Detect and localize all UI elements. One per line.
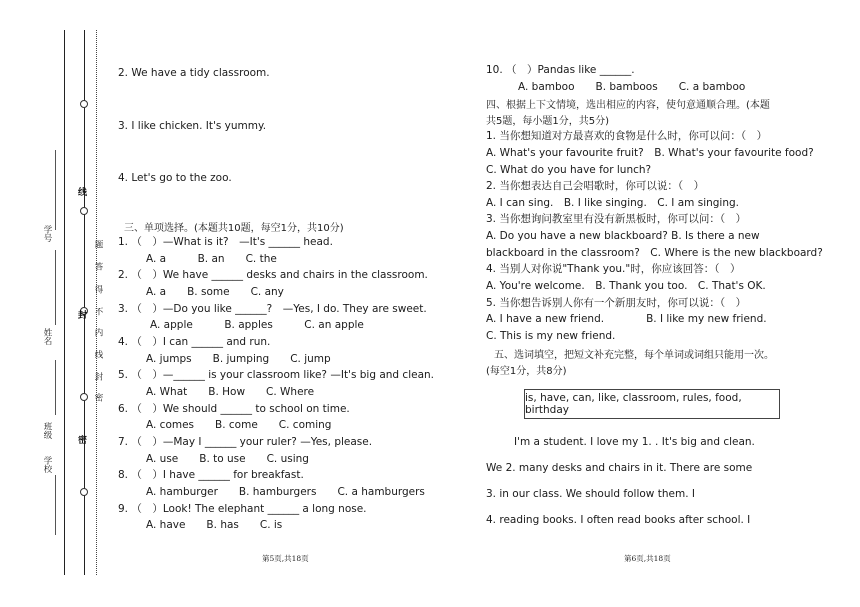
s4-line: A. Do you have a new blackboard? B. Is there a new <box>486 230 760 242</box>
word-bank-box <box>524 389 780 419</box>
section5-title-cont: (每空1分，共8分) <box>486 366 567 377</box>
name-line <box>55 250 56 325</box>
margin-dotted-line <box>96 30 97 575</box>
notice-char: 线 <box>93 350 103 359</box>
s4-line: A. I have a new friend. B. I like my new friend. <box>486 313 767 325</box>
section5-title: 五、选词填空，把短文补充完整，每个单词或词组只能用一次。 <box>494 350 774 361</box>
s4-line: C. This is my new friend. <box>486 330 616 342</box>
question-stem: 9. （ ）Look! The elephant ______ a long nose. <box>118 503 367 515</box>
notice-char: 答 <box>93 262 103 271</box>
question-options: A. a B. an C. the <box>146 253 277 265</box>
question-stem: 3. （ ）—Do you like ______? —Yes, I do. They are sweet. <box>118 303 427 315</box>
binding-hole <box>80 393 88 401</box>
s4-line: A. You're welcome. B. Thank you too. C. That's OK. <box>486 280 766 292</box>
binding-hole <box>80 100 88 108</box>
sentence-item: 2. We have a tidy classroom. <box>118 67 270 79</box>
passage-line: 3. in our class. We should follow them. I <box>486 488 695 500</box>
question-options: A. apple B. apples C. an apple <box>150 319 364 331</box>
question-options: A. What B. How C. Where <box>146 386 315 398</box>
school-label: 学校 <box>42 456 52 473</box>
question-options: A. use B. to use C. using <box>146 453 309 465</box>
question-options: A. a B. some C. any <box>146 286 284 298</box>
notice-char: 密 <box>93 393 103 402</box>
question-options: A. hamburger B. hamburgers C. a hamburgers <box>146 486 425 498</box>
question-options: A. bamboo B. bamboos C. a bamboo <box>518 81 746 93</box>
s4-line: C. What do you have for lunch? <box>486 164 652 176</box>
question-stem: 7. （ ）—May I ______ your ruler? —Yes, please. <box>118 436 373 448</box>
question-options: A. comes B. come C. coming <box>146 419 332 431</box>
seal-word: 封 <box>78 311 88 321</box>
seal-word: 密 <box>78 436 88 446</box>
question-stem: 6. （ ）We should ______ to school on time. <box>118 403 350 415</box>
page-footer: 第5页,共18页 <box>262 554 309 563</box>
class-line <box>55 360 56 415</box>
question-stem: 2. （ ）We have ______ desks and chairs in the classroom. <box>118 269 428 281</box>
s4-line: 5. 当你想告诉别人你有一个新朋友时，你可以说：（ ） <box>486 297 747 309</box>
margin-outer-line <box>64 30 65 575</box>
question-stem: 4. （ ）I can ______ and run. <box>118 336 271 348</box>
passage-line: We 2. many desks and chairs in it. There are some <box>486 462 753 474</box>
passage-line: I'm a student. I love my 1. . It's big and clean. <box>514 436 755 448</box>
question-stem: 1. （ ）—What is it? —It's ______ head. <box>118 236 333 248</box>
s4-line: A. I can sing. B. I like singing. C. I am singing. <box>486 197 740 209</box>
s4-line: 3. 当你想询问教室里有没有新黑板时，你可以问：（ ） <box>486 213 747 225</box>
sentence-item: 4. Let's go to the zoo. <box>118 172 232 184</box>
question-options: A. have B. has C. is <box>146 519 283 531</box>
name-label: 姓名 <box>42 328 52 345</box>
question-options: A. jumps B. jumping C. jump <box>146 353 331 365</box>
passage-line: 4. reading books. I often read books after school. I <box>486 514 751 526</box>
seal-word: 线 <box>78 188 88 198</box>
page-footer: 第6页,共18页 <box>624 554 671 563</box>
notice-char: 题 <box>93 240 103 249</box>
s4-line: blackboard in the classroom? C. Where is the new blackboard? <box>486 247 823 259</box>
class-label: 班级 <box>42 422 52 439</box>
student-id-label: 学号 <box>42 225 52 242</box>
section3-title: 三、单项选择。(本题共10题，每空1分，共10分) <box>124 223 344 234</box>
s4-line: 2. 当你想表达自己会唱歌时，你可以说：（ ） <box>486 180 705 192</box>
notice-char: 不 <box>93 307 103 316</box>
section4-title: 四、根据上下文情境，选出相应的内容，使句意通顺合理。(本题 <box>486 100 770 111</box>
s4-line: 4. 当别人对你说"Thank you."时，你应该回答：（ ） <box>486 263 741 275</box>
notice-char: 内 <box>93 328 103 337</box>
sentence-item: 3. I like chicken. It's yummy. <box>118 120 267 132</box>
notice-char: 得 <box>93 285 103 294</box>
word-bank-text: is, have, can, like, classroom, rules, food, birthday <box>525 392 742 416</box>
question-stem: 10. （ ）Pandas like ______. <box>486 64 635 76</box>
s4-line: 1. 当你想知道对方最喜欢的食物是什么时，你可以问：（ ） <box>486 130 768 142</box>
school-line <box>55 475 56 535</box>
question-stem: 8. （ ）I have ______ for breakfast. <box>118 469 304 481</box>
binding-hole <box>80 207 88 215</box>
section4-title-cont: 共5题，每小题1分，共5分) <box>486 116 609 127</box>
student-id-line <box>55 150 56 230</box>
binding-hole <box>80 488 88 496</box>
s4-line: A. What's your favourite fruit? B. What's your favourite food? <box>486 147 814 159</box>
notice-char: 封 <box>93 372 103 381</box>
question-stem: 5. （ ）—______ is your classroom like? —It's big and clean. <box>118 369 435 381</box>
